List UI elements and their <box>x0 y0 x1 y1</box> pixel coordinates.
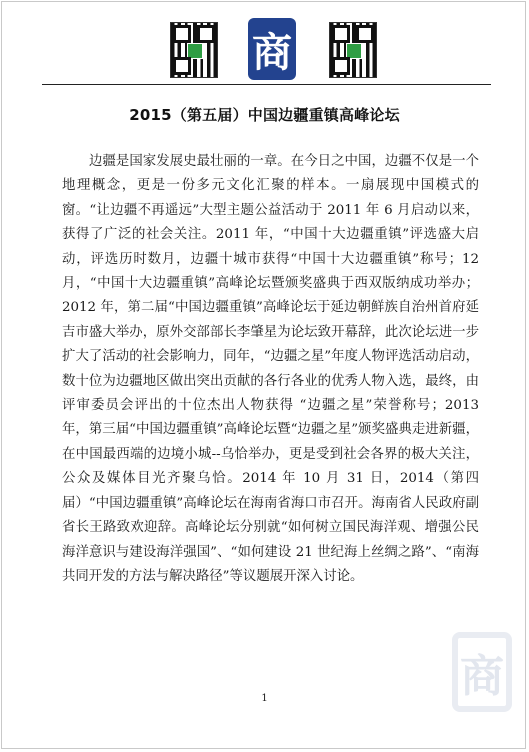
qr-code-left-icon <box>170 22 218 78</box>
brand-logo: 商 <box>248 18 296 80</box>
qr-finder-icon <box>332 57 350 75</box>
page-header <box>0 18 529 82</box>
header-divider <box>42 84 491 85</box>
qr-code-right-icon <box>329 22 377 78</box>
watermark-logo: 商 <box>452 632 512 712</box>
page-number: 1 <box>261 693 268 704</box>
qr-finder-icon <box>173 57 191 75</box>
body-paragraph: 边疆是国家发展史最壮丽的一章。在今日之中国，边疆不仅是一个地理概念，更是一份多元文化汇聚的样本。一扇展现中国模式的窗。“让边疆不再遥远”大型主题公益活动于 2011 年 6 月启动以来，获得了广泛的社会关注。2011 年，“中国十大边疆重镇”评选盛大启动，评选历时数月，边疆十城市获得“中国十大边疆重镇”称号；12 月，“中国十大边疆重镇”高峰论坛暨颁奖盛典于西双版纳成功举办；2012 年，第二届“中国边疆重镇”高峰论坛于延边朝鲜族自治州首府延吉市盛大举办，原外交部部长李肇星为论坛致开幕辞，此次论坛进一步扩大了活动的社会影响力，同年，“边疆之星”年度人物评选活动启动，数十位为边疆地区做出突出贡献的各行各业的优秀人物入选，最终，由评审委员会评出的十位杰出人物获得 “边疆之星”荣誉称号；2013 年，第三届“中国边疆重镇”高峰论坛暨“边疆之星”颁奖盛典走进新疆，在中国最西端的边境小城--乌恰举办，更是受到社会各界的极大关注，公众及媒体目光齐聚乌恰。2014 年 10 月 31 日，2014（第四届）“中国边疆重镇”高峰论坛在海南省海口市召开。海南省人民政府副省长王路致欢迎辞。高峰论坛分别就“如何树立国民海洋观、增强公民海洋意识与建设海洋强国”、“如何建设 21 世纪海上丝绸之路”、“南海共同开发的方法与解决路径”等议题展开深入讨论。 <box>62 154 479 584</box>
document-title: 2015（第五届）中国边疆重镇高峰论坛 <box>129 106 400 124</box>
